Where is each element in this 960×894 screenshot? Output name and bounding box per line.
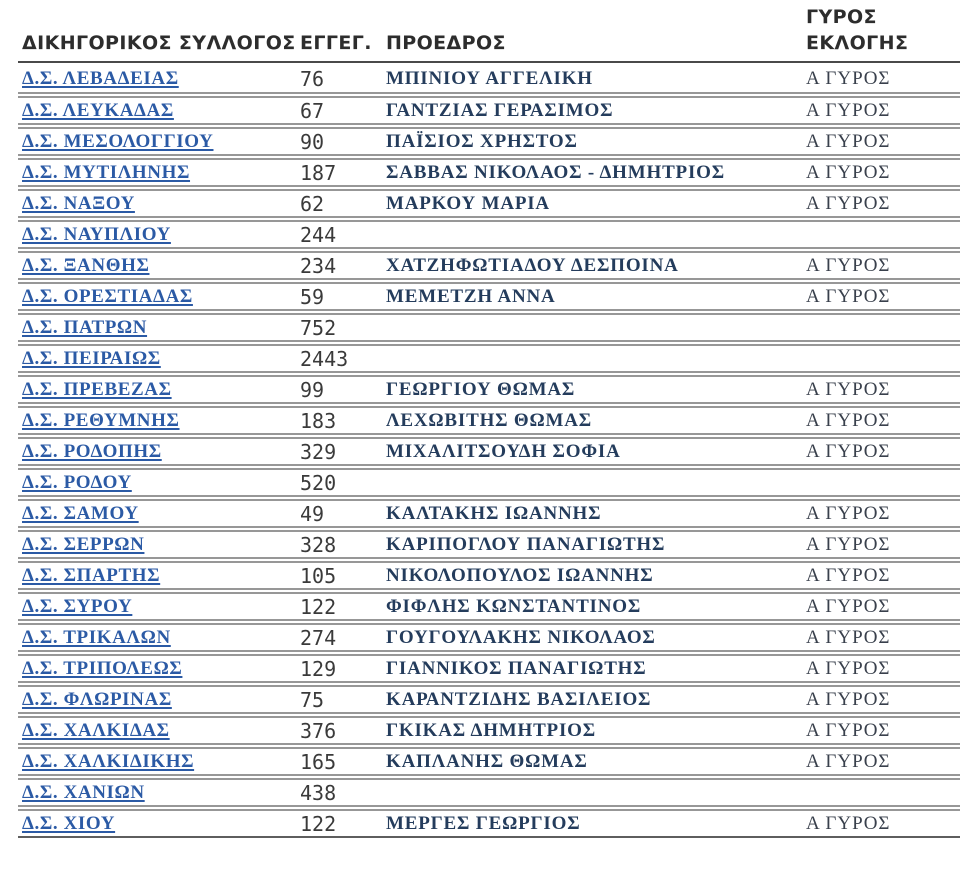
round-cell: Α ΓΥΡΟΣ [802, 623, 960, 652]
association-cell [18, 158, 296, 187]
table-row [18, 561, 960, 590]
association-link[interactable]: Δ.Σ. ΜΕΣΟΛΟΓΓΙΟΥ [22, 130, 214, 152]
president-cell: ΓΟΥΓΟΥΛΑΚΗΣ ΝΙΚΟΛΑΟΣ [382, 623, 802, 652]
association-cell [18, 437, 296, 466]
table-row [18, 685, 960, 714]
association-cell [18, 685, 296, 714]
president-cell: ΣΑΒΒΑΣ ΝΙΚΟΛΑΟΣ - ΔΗΜΗΤΡΙΟΣ [382, 158, 802, 187]
round-cell: Α ΓΥΡΟΣ [802, 809, 960, 838]
president-cell: ΜΠΙΝΙΟΥ ΑΓΓΕΛΙΚΗ [382, 65, 802, 94]
header-row [18, 2, 960, 63]
table-row [18, 499, 960, 528]
association-cell [18, 530, 296, 559]
round-cell: Α ΓΥΡΟΣ [802, 158, 960, 187]
round-cell: Α ΓΥΡΟΣ [802, 530, 960, 559]
association-link[interactable]: Δ.Σ. ΛΕΒΑΔΕΙΑΣ [22, 67, 179, 89]
association-link[interactable]: Δ.Σ. ΞΑΝΘΗΣ [22, 254, 150, 276]
registered-cell: 122 [296, 592, 382, 621]
table-row [18, 313, 960, 342]
round-cell: Α ΓΥΡΟΣ [802, 406, 960, 435]
president-cell: ΧΑΤΖΗΦΩΤΙΑΔΟΥ ΔΕΣΠΟΙΝΑ [382, 251, 802, 280]
association-link[interactable]: Δ.Σ. ΠΑΤΡΩΝ [22, 316, 148, 338]
president-cell: ΚΑΠΛΑΝΗΣ ΘΩΜΑΣ [382, 747, 802, 776]
president-cell: ΠΑΪΣΙΟΣ ΧΡΗΣΤΟΣ [382, 127, 802, 156]
registered-cell: 122 [296, 809, 382, 838]
association-cell [18, 406, 296, 435]
association-cell [18, 468, 296, 497]
registered-cell: 105 [296, 561, 382, 590]
president-cell [382, 778, 802, 807]
table-row [18, 623, 960, 652]
registered-cell: 376 [296, 716, 382, 745]
table-row [18, 654, 960, 683]
association-cell [18, 778, 296, 807]
round-cell: Α ΓΥΡΟΣ [802, 282, 960, 311]
association-link[interactable]: Δ.Σ. ΤΡΙΠΟΛΕΩΣ [22, 657, 183, 679]
president-cell [382, 220, 802, 249]
table-row [18, 282, 960, 311]
table-row [18, 96, 960, 125]
president-cell: ΓΙΑΝΝΙΚΟΣ ΠΑΝΑΓΙΩΤΗΣ [382, 654, 802, 683]
registered-cell: 520 [296, 468, 382, 497]
president-cell: ΓΑΝΤΖΙΑΣ ΓΕΡΑΣΙΜΟΣ [382, 96, 802, 125]
association-cell [18, 623, 296, 652]
bar-associations-table [18, 0, 960, 840]
table-header [18, 2, 960, 63]
round-cell [802, 778, 960, 807]
round-cell: Α ΓΥΡΟΣ [802, 96, 960, 125]
association-cell [18, 592, 296, 621]
association-cell [18, 344, 296, 373]
round-cell: Α ΓΥΡΟΣ [802, 437, 960, 466]
association-link[interactable]: Δ.Σ. ΝΑΞΟΥ [22, 192, 135, 214]
association-cell [18, 375, 296, 404]
president-cell: ΚΑΡΑΝΤΖΙΔΗΣ ΒΑΣΙΛΕΙΟΣ [382, 685, 802, 714]
president-cell: ΜΙΧΑΛΙΤΣΟΥΔΗ ΣΟΦΙΑ [382, 437, 802, 466]
association-link[interactable]: Δ.Σ. ΠΕΙΡΑΙΩΣ [22, 347, 161, 369]
table-row [18, 65, 960, 94]
round-cell: Α ΓΥΡΟΣ [802, 65, 960, 94]
association-link[interactable]: Δ.Σ. ΡΟΔΟΠΗΣ [22, 440, 162, 462]
registered-cell: 76 [296, 65, 382, 94]
association-cell [18, 65, 296, 94]
col-header-registered: ΕΓΓΕΓ. [296, 2, 382, 63]
round-cell [802, 313, 960, 342]
association-cell [18, 96, 296, 125]
col-header-round: ΓΥΡΟΣ ΕΚΛΟΓΗΣ [802, 2, 960, 63]
table-row [18, 344, 960, 373]
president-cell: ΜΕΡΓΕΣ ΓΕΩΡΓΙΟΣ [382, 809, 802, 838]
registered-cell: 234 [296, 251, 382, 280]
registered-cell: 129 [296, 654, 382, 683]
table-row [18, 809, 960, 838]
registered-cell: 62 [296, 189, 382, 218]
round-cell: Α ΓΥΡΟΣ [802, 747, 960, 776]
association-cell [18, 251, 296, 280]
registered-cell: 99 [296, 375, 382, 404]
registered-cell: 165 [296, 747, 382, 776]
table-row [18, 220, 960, 249]
association-link[interactable]: Δ.Σ. ΡΟΔΟΥ [22, 471, 132, 493]
round-cell: Α ΓΥΡΟΣ [802, 127, 960, 156]
association-cell [18, 499, 296, 528]
registered-cell: 752 [296, 313, 382, 342]
table-row [18, 592, 960, 621]
round-cell: Α ΓΥΡΟΣ [802, 716, 960, 745]
association-link[interactable]: Δ.Σ. ΜΥΤΙΛΗΝΗΣ [22, 161, 191, 183]
association-link[interactable]: Δ.Σ. ΣΥΡΟΥ [22, 595, 133, 617]
association-link[interactable]: Δ.Σ. ΧΑΛΚΙΔΑΣ [22, 719, 170, 741]
president-cell: ΓΕΩΡΓΙΟΥ ΘΩΜΑΣ [382, 375, 802, 404]
table-row [18, 778, 960, 807]
registered-cell: 328 [296, 530, 382, 559]
round-cell: Α ΓΥΡΟΣ [802, 654, 960, 683]
col-header-association: ΔΙΚΗΓΟΡΙΚΟΣ ΣΥΛΛΟΓΟΣ [18, 2, 296, 63]
president-cell: ΜΕΜΕΤΖΗ ΑΝΝΑ [382, 282, 802, 311]
association-link[interactable]: Δ.Σ. ΧΑΛΚΙΔΙΚΗΣ [22, 750, 195, 772]
table-row [18, 530, 960, 559]
association-cell [18, 747, 296, 776]
association-cell [18, 220, 296, 249]
round-cell: Α ΓΥΡΟΣ [802, 685, 960, 714]
president-cell [382, 468, 802, 497]
association-cell [18, 282, 296, 311]
table-row [18, 747, 960, 776]
association-cell [18, 313, 296, 342]
association-link[interactable]: Δ.Σ. ΣΕΡΡΩΝ [22, 533, 145, 555]
registered-cell: 49 [296, 499, 382, 528]
registered-cell: 183 [296, 406, 382, 435]
round-cell: Α ΓΥΡΟΣ [802, 189, 960, 218]
registered-cell: 187 [296, 158, 382, 187]
president-cell [382, 313, 802, 342]
association-link[interactable]: Δ.Σ. ΧΑΝΙΩΝ [22, 781, 145, 803]
president-cell: ΚΑΡΙΠΟΓΛΟΥ ΠΑΝΑΓΙΩΤΗΣ [382, 530, 802, 559]
president-cell: ΜΑΡΚΟΥ ΜΑΡΙΑ [382, 189, 802, 218]
president-cell: ΓΚΙΚΑΣ ΔΗΜΗΤΡΙΟΣ [382, 716, 802, 745]
registered-cell: 329 [296, 437, 382, 466]
association-link[interactable]: Δ.Σ. ΧΙΟΥ [22, 812, 116, 834]
round-cell: Α ΓΥΡΟΣ [802, 251, 960, 280]
association-link[interactable]: Δ.Σ. ΤΡΙΚΑΛΩΝ [22, 626, 171, 648]
table-row [18, 716, 960, 745]
round-cell: Α ΓΥΡΟΣ [802, 561, 960, 590]
association-link[interactable]: Δ.Σ. ΦΛΩΡΙΝΑΣ [22, 688, 172, 710]
association-link[interactable]: Δ.Σ. ΡΕΘΥΜΝΗΣ [22, 409, 180, 431]
table-row [18, 158, 960, 187]
president-cell: ΚΑΛΤΑΚΗΣ ΙΩΑΝΝΗΣ [382, 499, 802, 528]
association-cell [18, 189, 296, 218]
registered-cell: 438 [296, 778, 382, 807]
table-row [18, 127, 960, 156]
table-row [18, 406, 960, 435]
table-row [18, 375, 960, 404]
association-cell [18, 561, 296, 590]
table-row [18, 437, 960, 466]
table-body [18, 65, 960, 838]
association-cell [18, 654, 296, 683]
association-link[interactable]: Δ.Σ. ΣΠΑΡΤΗΣ [22, 564, 161, 586]
association-link[interactable]: Δ.Σ. ΟΡΕΣΤΙΑΔΑΣ [22, 285, 193, 307]
round-cell [802, 468, 960, 497]
round-cell [802, 220, 960, 249]
registered-cell: 244 [296, 220, 382, 249]
round-cell [802, 344, 960, 373]
president-cell: ΛΕΧΩΒΙΤΗΣ ΘΩΜΑΣ [382, 406, 802, 435]
round-cell: Α ΓΥΡΟΣ [802, 592, 960, 621]
association-link[interactable]: Δ.Σ. ΛΕΥΚΑΔΑΣ [22, 99, 174, 121]
table-row [18, 468, 960, 497]
col-header-president: ΠΡΟΕΔΡΟΣ [382, 2, 802, 63]
association-link[interactable]: Δ.Σ. ΠΡΕΒΕΖΑΣ [22, 378, 172, 400]
president-cell [382, 344, 802, 373]
registered-cell: 90 [296, 127, 382, 156]
association-link[interactable]: Δ.Σ. ΣΑΜΟΥ [22, 502, 139, 524]
round-cell: Α ΓΥΡΟΣ [802, 375, 960, 404]
association-cell [18, 716, 296, 745]
president-cell: ΦΙΦΛΗΣ ΚΩΝΣΤΑΝΤΙΝΟΣ [382, 592, 802, 621]
registered-cell: 2443 [296, 344, 382, 373]
president-cell: ΝΙΚΟΛΟΠΟΥΛΟΣ ΙΩΑΝΝΗΣ [382, 561, 802, 590]
table-row [18, 189, 960, 218]
registered-cell: 59 [296, 282, 382, 311]
table-row [18, 251, 960, 280]
registered-cell: 274 [296, 623, 382, 652]
round-cell: Α ΓΥΡΟΣ [802, 499, 960, 528]
association-cell [18, 809, 296, 838]
registered-cell: 75 [296, 685, 382, 714]
association-cell [18, 127, 296, 156]
registered-cell: 67 [296, 96, 382, 125]
association-link[interactable]: Δ.Σ. ΝΑΥΠΛΙΟΥ [22, 223, 171, 245]
